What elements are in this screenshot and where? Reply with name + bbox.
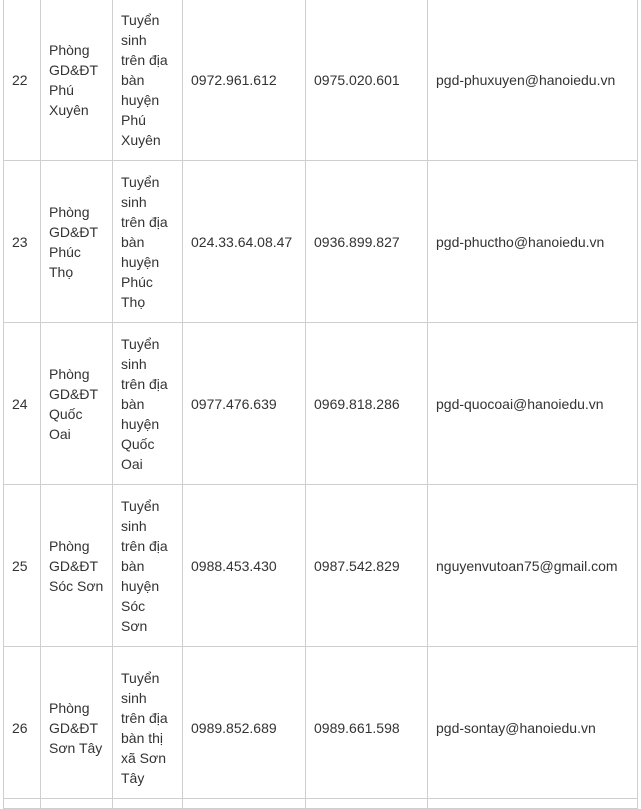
row-number: 24 [4, 323, 41, 485]
phone-primary: 0972.961.612 [183, 0, 306, 161]
table-row [4, 0, 638, 161]
table-row [4, 323, 638, 485]
email-address: nguyenvutoan75@gmail.com [428, 485, 638, 647]
phone-primary: 0989.852.689 [183, 647, 306, 809]
row-number: 22 [4, 0, 41, 161]
office-task: Tuyển sinh trên địa bàn thị xã Sơn Tây [113, 647, 183, 809]
phone-secondary: 0969.818.286 [306, 323, 428, 485]
office-name: Phòng GD&ĐT Phúc Thọ [41, 161, 113, 323]
email-address: pgd-phuctho@hanoiedu.vn [428, 161, 638, 323]
email-address: pgd-quocoai@hanoiedu.vn [428, 323, 638, 485]
table-next-row-edge [3, 798, 637, 802]
office-name: Phòng GD&ĐT Sơn Tây [41, 647, 113, 809]
office-name: Phòng GD&ĐT Phú Xuyên [41, 0, 113, 161]
phone-secondary: 0936.899.827 [306, 161, 428, 323]
table-row [4, 647, 638, 809]
table-row [4, 485, 638, 647]
email-address: pgd-phuxuyen@hanoiedu.vn [428, 0, 638, 161]
phone-primary: 024.33.64.08.47 [183, 161, 306, 323]
phone-secondary: 0975.020.601 [306, 0, 428, 161]
office-task: Tuyển sinh trên địa bàn huyện Phú Xuyên [113, 0, 183, 161]
phone-primary: 0988.453.430 [183, 485, 306, 647]
phone-secondary: 0989.661.598 [306, 647, 428, 809]
office-name: Phòng GD&ĐT Quốc Oai [41, 323, 113, 485]
phone-secondary: 0987.542.829 [306, 485, 428, 647]
row-number: 26 [4, 647, 41, 809]
row-number: 23 [4, 161, 41, 323]
row-number: 25 [4, 485, 41, 647]
table-row [4, 161, 638, 323]
phone-primary: 0977.476.639 [183, 323, 306, 485]
office-task: Tuyển sinh trên địa bàn huyện Sóc Sơn [113, 485, 183, 647]
email-address: pgd-sontay@hanoiedu.vn [428, 647, 638, 809]
office-task: Tuyển sinh trên địa bàn huyện Phúc Thọ [113, 161, 183, 323]
office-task: Tuyển sinh trên địa bàn huyện Quốc Oai [113, 323, 183, 485]
contact-table [3, 0, 638, 809]
office-name: Phòng GD&ĐT Sóc Sơn [41, 485, 113, 647]
